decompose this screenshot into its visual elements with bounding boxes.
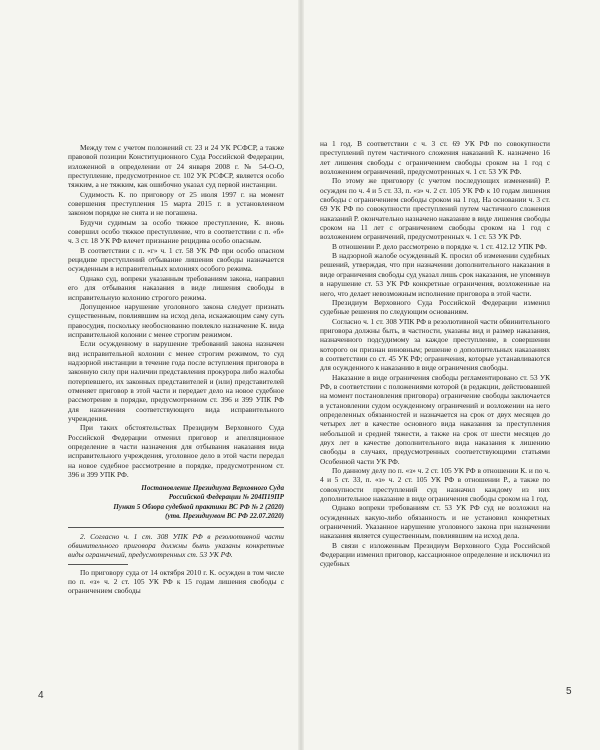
paragraph: Однако суд, вопреки указанным требованиям закона, направил его для отбывания наказания в виде лишения свободы в исправительную колонию строгого режима.	[68, 273, 284, 302]
page-number: 5	[566, 686, 572, 697]
paragraph: При таких обстоятельствах Президиум Верховного Суда Российской Федерации отменил приговор и апелляционное определение в части назначения для отбывания наказания вида исправительного учреждения, уголовное дело в этой части передал на новое судебное рассмотрение в порядке, предусмотренном ст. 396 и 399 УПК РФ.	[68, 423, 284, 480]
left-page-text	[68, 143, 284, 596]
paragraph: В надзорной жалобе осужденный К. просил об изменении судебных решений, утверждая, что при назначении дополнительного наказания в виде ограничения свободы суд указал лишь срок наказания, не упомянув в нарушение ст. 53 УК РФ конкретные ограничения, возложенные на него, что делает невозможным исполнение приговора в этой части.	[320, 251, 550, 298]
paragraph: В отношении Р. дело рассмотрено в порядке ч. 1 ст. 412.12 УПК РФ.	[332, 241, 547, 251]
section-thesis: 2. Согласно ч. 1 ст. 308 УПК РФ в резолютивной части обвинительного приговора должны быть указаны конкретные виды ограничений, предусмотренных ст. 53 УК РФ.	[68, 531, 284, 560]
paragraph: Наказание в виде ограничения свободы регламентировано ст. 53 УК РФ, в соответствии с положениями которой (в редакции, действовавшей на момент постановления приговора) ограничение свободы заключается в установлении судом осужденному ограничений и возложении на него определенных обязанностей и назначается на срок от двух месяцев до четырех лет в качестве основного вида наказания за преступления небольшой и средней тяжести, а также на срок от шести месяцев до двух лет в качестве дополнительного вида наказания к лишению свободы в случаях, предусмотренных соответствующими статьями Особенной части УК РФ.	[320, 372, 550, 466]
paragraph: По данному делу по п. «з» ч. 2 ст. 105 УК РФ в отношении К. и по ч. 4 и 5 ст. 33, п. «з» ч. 2 ст. 105 УК РФ в отношении Р., а также по совокупности преступлений суд назначил каждому из них дополнительное наказание в виде ограничения свободы сроком на 1 год.	[320, 466, 550, 504]
paragraph: Согласно ч. 1 ст. 308 УПК РФ в резолютивной части обвинительного приговора должны быть, в частности, указаны вид и размер наказания, назначенного подсудимому за каждое преступление, в совершении которого он признан виновным; решение о дополнительных наказаниях в соответствии со ст. 45 УК РФ; ограничения, которые устанавливаются для осужденного к наказанию в виде ограничения свободы.	[320, 316, 550, 373]
citation-line: Российской Федерации № 204П19ПР	[168, 493, 284, 502]
paragraph: Президиум Верховного Суда Российской Федерации изменил судебные решения по следующим основаниям.	[320, 297, 550, 317]
paragraph: По приговору суда от 14 октября 2010 г. К. осужден в том числе по п. «з» ч. 2 ст. 105 УК РФ к 15 годам лишения свободы с ограничением свободы	[68, 567, 284, 596]
paragraph: Допущенное нарушение уголовного закона следует признать существенным, повлиявшим на исход дела, искажающим саму суть правосудия, поскольку необоснованно повлекло назначение К. вида исправительной колонии с менее строгим режимом.	[68, 301, 284, 339]
thesis-divider	[68, 564, 128, 565]
citation-line: (утв. Президиумом ВС РФ 22.07.2020)	[165, 511, 284, 520]
source-citation	[68, 484, 284, 520]
paragraph: на 1 год. В соответствии с ч. 3 ст. 69 УК РФ по совокупности преступлений путем частичного сложения наказаний К. назначено 16 лет лишения свободы с ограничением свободы сроком на 1 год с возложением ограничений, предусмотренных ч. 1 ст. 53 УК РФ.	[320, 139, 550, 177]
paragraph: Однако вопреки требованиям ст. 53 УК РФ суд не возложил на осужденных какую-либо обязанность и не установил конкретных ограничений. Указанное нарушение уголовного закона при назначении наказания является существенным, повлиявшим на исход дела.	[320, 503, 550, 541]
paragraph: В связи с изложенным Президиум Верховного Суда Российской Федерации изменил приговор, кассационное определение и исключил из судебных	[320, 540, 550, 569]
paragraph: Будучи судимым за особо тяжкое преступление, К. вновь совершил особо тяжкое преступление, что в соответствии с п. «б» ч. 3 ст. 18 УК РФ влечет признание рецидива особо опасным.	[68, 217, 284, 246]
page-number: 4	[38, 690, 44, 701]
left-page	[0, 0, 298, 750]
right-page	[304, 0, 600, 750]
paragraph: Между тем с учетом положений ст. 23 и 24 УК РСФСР, а также правовой позиции Конституционного Суда Российской Федерации, изложенной в определении от 24 января 2008 г. № 54-О-О, преступление, предусмотренное ст. 102 УК РСФСР, является особо тяжким, а не тяжким, как ошибочно указал суд первой инстанции.	[68, 143, 284, 190]
section-divider	[68, 527, 284, 528]
citation-line: Постановление Президиума Верховного Суда	[141, 484, 284, 493]
paragraph: Судимость К. по приговору от 25 июля 1997 г. на момент совершения преступления 15 марта 2015 г. в установленном законом порядке не снята и не погашена.	[68, 189, 284, 218]
paragraph: По этому же приговору (с учетом последующих изменений) Р. осужден по ч. 4 и 5 ст. 33, п. «з» ч. 2 ст. 105 УК РФ к 10 годам лишения свободы с ограничением свободы сроком на 1 год. На основании ч. 3 ст. 69 УК РФ по совокупности преступлений путем частичного сложения наказаний Р. окончательно назначено наказание в виде лишения свободы сроком на 11 лет с ограничением свободы сроком на 1 год с возложением ограничений, предусмотренных ч. 1 ст. 53 УК РФ.	[320, 176, 550, 242]
paragraph: Если осужденному в нарушение требований закона назначен вид исправительной колонии с менее строгим режимом, то суд надзорной инстанции в течение года после вступления приговора в законную силу при наличии представления прокурора либо жалобы потерпевшего, их законных представителей и (или) представителей отменяет приговор в этой части и передает дело на новое судебное рассмотрение в порядке, предусмотренном ст. 396 и 399 УПК РФ для назначения соответствующего вида исправительного учреждения.	[68, 339, 284, 423]
citation-line: Пункт 5 Обзора судебной практики ВС РФ № 2 (2020)	[113, 502, 284, 511]
right-page-text	[320, 139, 550, 569]
paragraph: В соответствии с п. «г» ч. 1 ст. 58 УК РФ при особо опасном рецидиве преступлений отбывание лишения свободы назначается осужденным в исправительных колониях особого режима.	[68, 245, 284, 274]
